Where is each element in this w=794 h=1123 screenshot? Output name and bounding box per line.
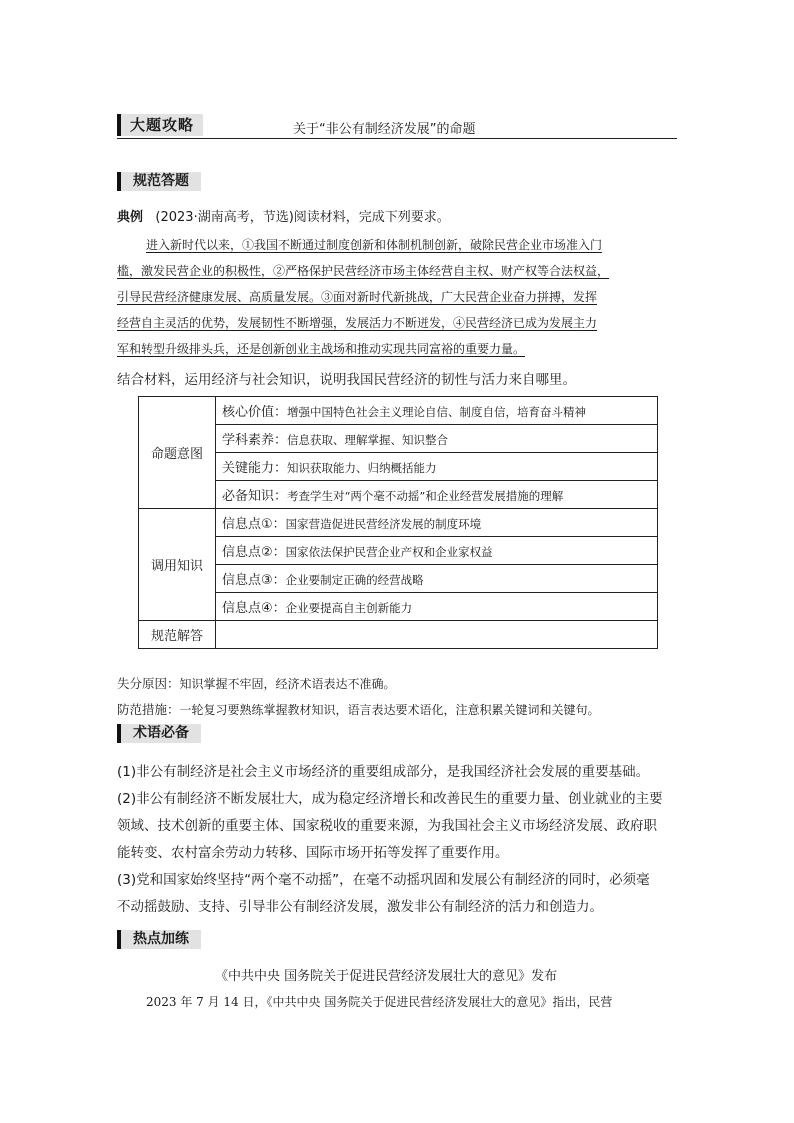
term-line-3: 领域、技术创新的重要主体、国家税收的重要来源，为我国社会主义市场经济发展、政府职 (117, 818, 657, 834)
prevent-label: 防范措施： (117, 702, 180, 717)
term-line-4: 能转变、农村富余劳动力转移、国际市场开拓等发挥了重要作用。 (117, 845, 509, 861)
section-heading-terms: 术语必备 (117, 724, 201, 743)
example-source: (2023·湖南高考，节选)阅读材料，完成下列要求。 (155, 210, 450, 225)
header-tag: 大题攻略 (117, 114, 203, 136)
answer-category-cell: 规范解答 (139, 621, 216, 649)
analysis-table (138, 396, 658, 649)
prevent-text: 一轮复习要熟练掌握教材知识，语言表达要术语化，注意积累关键词和关键句。 (179, 703, 600, 717)
term-line-6: 不动摇鼓励、支持、引导非公有制经济发展，激发非公有制经济的活力和创造力。 (117, 899, 603, 915)
table-cell (216, 481, 658, 509)
header-title: 关于“非公有制经济发展”的命题 (293, 122, 476, 137)
row-label: 信息点④： (222, 601, 286, 616)
table-row (139, 537, 658, 565)
row-label: 信息点③： (222, 573, 286, 588)
table-cell (216, 425, 658, 453)
term-line-5: (3)党和国家始终坚持“两个毫不动摇”，在毫不动摇巩固和发展公有制经济的同时，必须毫 (117, 872, 650, 888)
term-line-2: (2)非公有制经济不断发展壮大，成为稳定经济增长和改善民生的重要力量、创业就业的主要 (117, 791, 663, 807)
row-value: 企业要制定正确的经营战略 (285, 573, 424, 587)
row-value: 信息获取、理解掌握、知识整合 (287, 433, 449, 447)
row-label: 信息点①： (222, 517, 286, 532)
table-row (139, 509, 658, 537)
table-cell (216, 537, 658, 565)
table-cell (216, 565, 658, 593)
row-label: 关键能力： (222, 461, 288, 476)
knowledge-category-cell: 调用知识 (139, 509, 216, 621)
material-line-3: 引导民营经济健康发展、高质量发展。③面对新时代新挑战，广大民营企业奋力拼搏，发挥 (117, 290, 598, 304)
material-line-5: 军和转型升级排头兵，还是创新创业主战场和推动实现共同富裕的重要力量。 (117, 342, 526, 356)
row-label: 信息点②： (222, 545, 286, 560)
intent-category-cell: 命题意图 (139, 397, 216, 509)
table-row (139, 453, 658, 481)
term-line-1: (1)非公有制经济是社会主义市场经济的重要组成部分，是我国经济社会发展的重要基础。 (117, 764, 650, 780)
row-label: 必备知识： (222, 489, 288, 504)
hot-topic-line-1: 2023 年 7 月 14 日，《中共中央 国务院关于促进民营经济发展壮大的意见》指出，民营 (146, 995, 613, 1009)
row-value: 企业要提高自主创新能力 (285, 601, 413, 615)
row-value: 国家依法保护民营企业产权和企业家权益 (285, 545, 493, 559)
row-value: 增强中国特色社会主义理论自信、制度自信，培育奋斗精神 (287, 405, 587, 419)
table-row (139, 565, 658, 593)
material-line-2: 槛，激发民营企业的积极性，②严格保护民营经济市场主体经营自主权、财产权等合法权益， (117, 264, 610, 278)
example-intro (117, 206, 450, 225)
section-heading-standard-answer: 规范答题 (117, 172, 201, 191)
table-row (139, 481, 658, 509)
row-label: 学科素养： (222, 433, 288, 448)
table-row (139, 425, 658, 453)
material-line-1: 进入新时代以来，①我国不断通过制度创新和体制机制创新，破除民营企业市场准入门 (146, 238, 603, 252)
table-cell (216, 397, 658, 425)
loss-label: 失分原因： (117, 676, 180, 691)
table-cell (216, 593, 658, 621)
material-line-4: 经营自主灵活的优势，发展韧性不断增强，发展活力不断迸发，④民营经济已成为发展主力 (117, 316, 598, 330)
table-row (139, 397, 658, 425)
table-cell (216, 509, 658, 537)
hot-topic-title: 《中共中央 国务院关于促进民营经济发展壮大的意见》发布 (215, 969, 558, 984)
row-value: 考查学生对“两个毫不动摇”和企业经营发展措施的理解 (287, 489, 564, 503)
loss-text: 知识掌握不牢固，经济术语表达不准确。 (179, 677, 396, 691)
answer-empty-cell (216, 621, 658, 649)
loss-reason (117, 674, 396, 692)
table-cell (216, 453, 658, 481)
section-heading-hot-topic: 热点加练 (117, 930, 201, 949)
example-label: 典例 (117, 210, 144, 225)
table-row (139, 621, 658, 649)
row-value: 国家营造促进民营经济发展的制度环境 (285, 517, 482, 531)
row-value: 知识获取能力、归纳概括能力 (287, 461, 437, 475)
page-header (117, 114, 677, 139)
table-row (139, 593, 658, 621)
prevention-measure (117, 700, 600, 718)
question-text: 结合材料，运用经济与社会知识，说明我国民营经济的韧性与活力来自哪里。 (117, 372, 576, 388)
row-label: 核心价值： (222, 405, 288, 420)
